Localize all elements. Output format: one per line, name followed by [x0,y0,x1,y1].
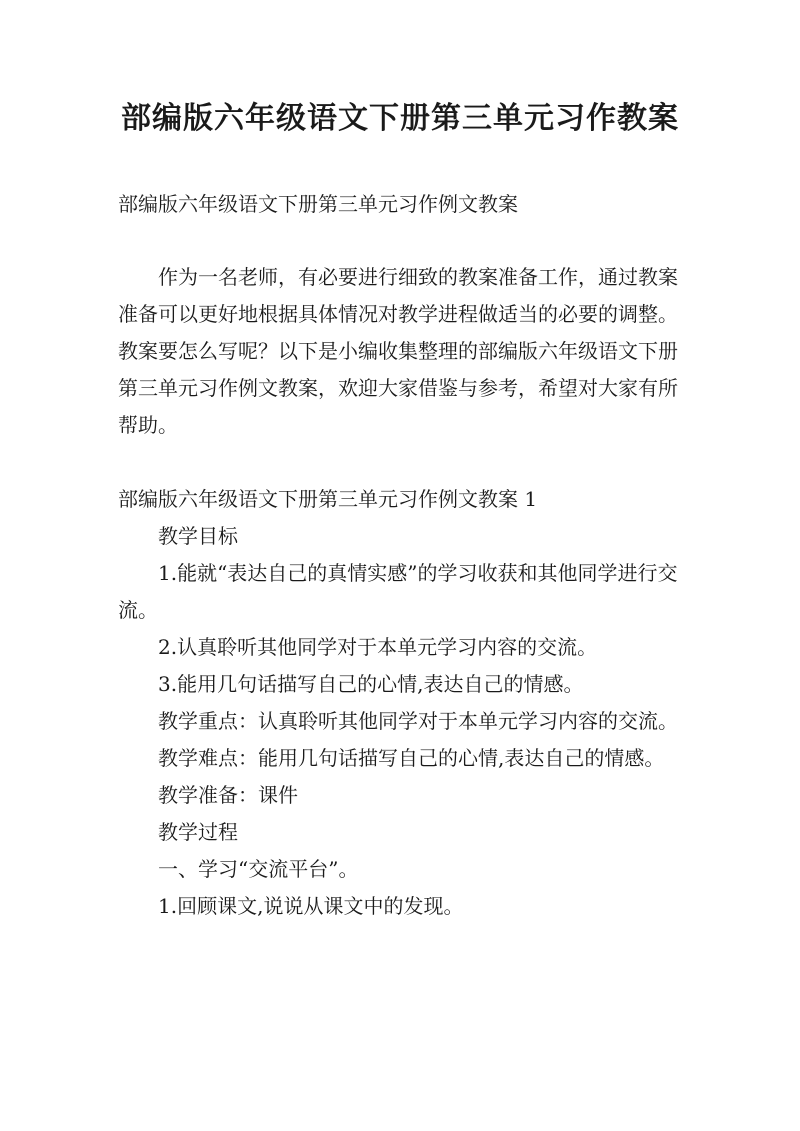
paragraph-goal-2: 2.认真聆听其他同学对于本单元学习内容的交流。 [158,635,598,659]
paragraph-step-1-1: 1.回顾课文,说说从课文中的发现。 [158,894,464,918]
paragraph-goal-1: 1.能就“表达自己的真情实感”的学习收获和其他同学进行交流。 [118,561,678,622]
document-title: 部编版六年级语文下册第三单元习作教案 [121,101,679,136]
paragraph-teaching-preparation: 教学准备：课件 [158,783,298,807]
paragraph-teaching-difficulty: 教学难点：能用几句话描写自己的心情,表达自己的情感。 [158,746,665,770]
paragraph-step-1: 一、学习“交流平台”。 [158,857,359,881]
paragraph-goal-3: 3.能用几句话描写自己的心情,表达自己的情感。 [158,672,584,696]
paragraph-teaching-focus: 教学重点：认真聆听其他同学对于本单元学习内容的交流。 [158,709,678,733]
document-body [118,186,682,925]
document-subtitle: 部编版六年级语文下册第三单元习作例文教案 [118,192,518,216]
intro-paragraph: 作为一名老师，有必要进行细致的教案准备工作，通过教案准备可以更好地根据具体情况对教学进程做适当的必要的调整。教案要怎么写呢？以下是小编收集整理的部编版六年级语文下册第三单元习作例文教案，欢迎大家借鉴与参考，希望对大家有所帮助。 [118,265,678,437]
paragraph-teaching-goals: 教学目标 [158,524,238,548]
section-heading: 部编版六年级语文下册第三单元习作例文教案 1 [118,487,538,511]
paragraph-teaching-process: 教学过程 [158,820,238,844]
